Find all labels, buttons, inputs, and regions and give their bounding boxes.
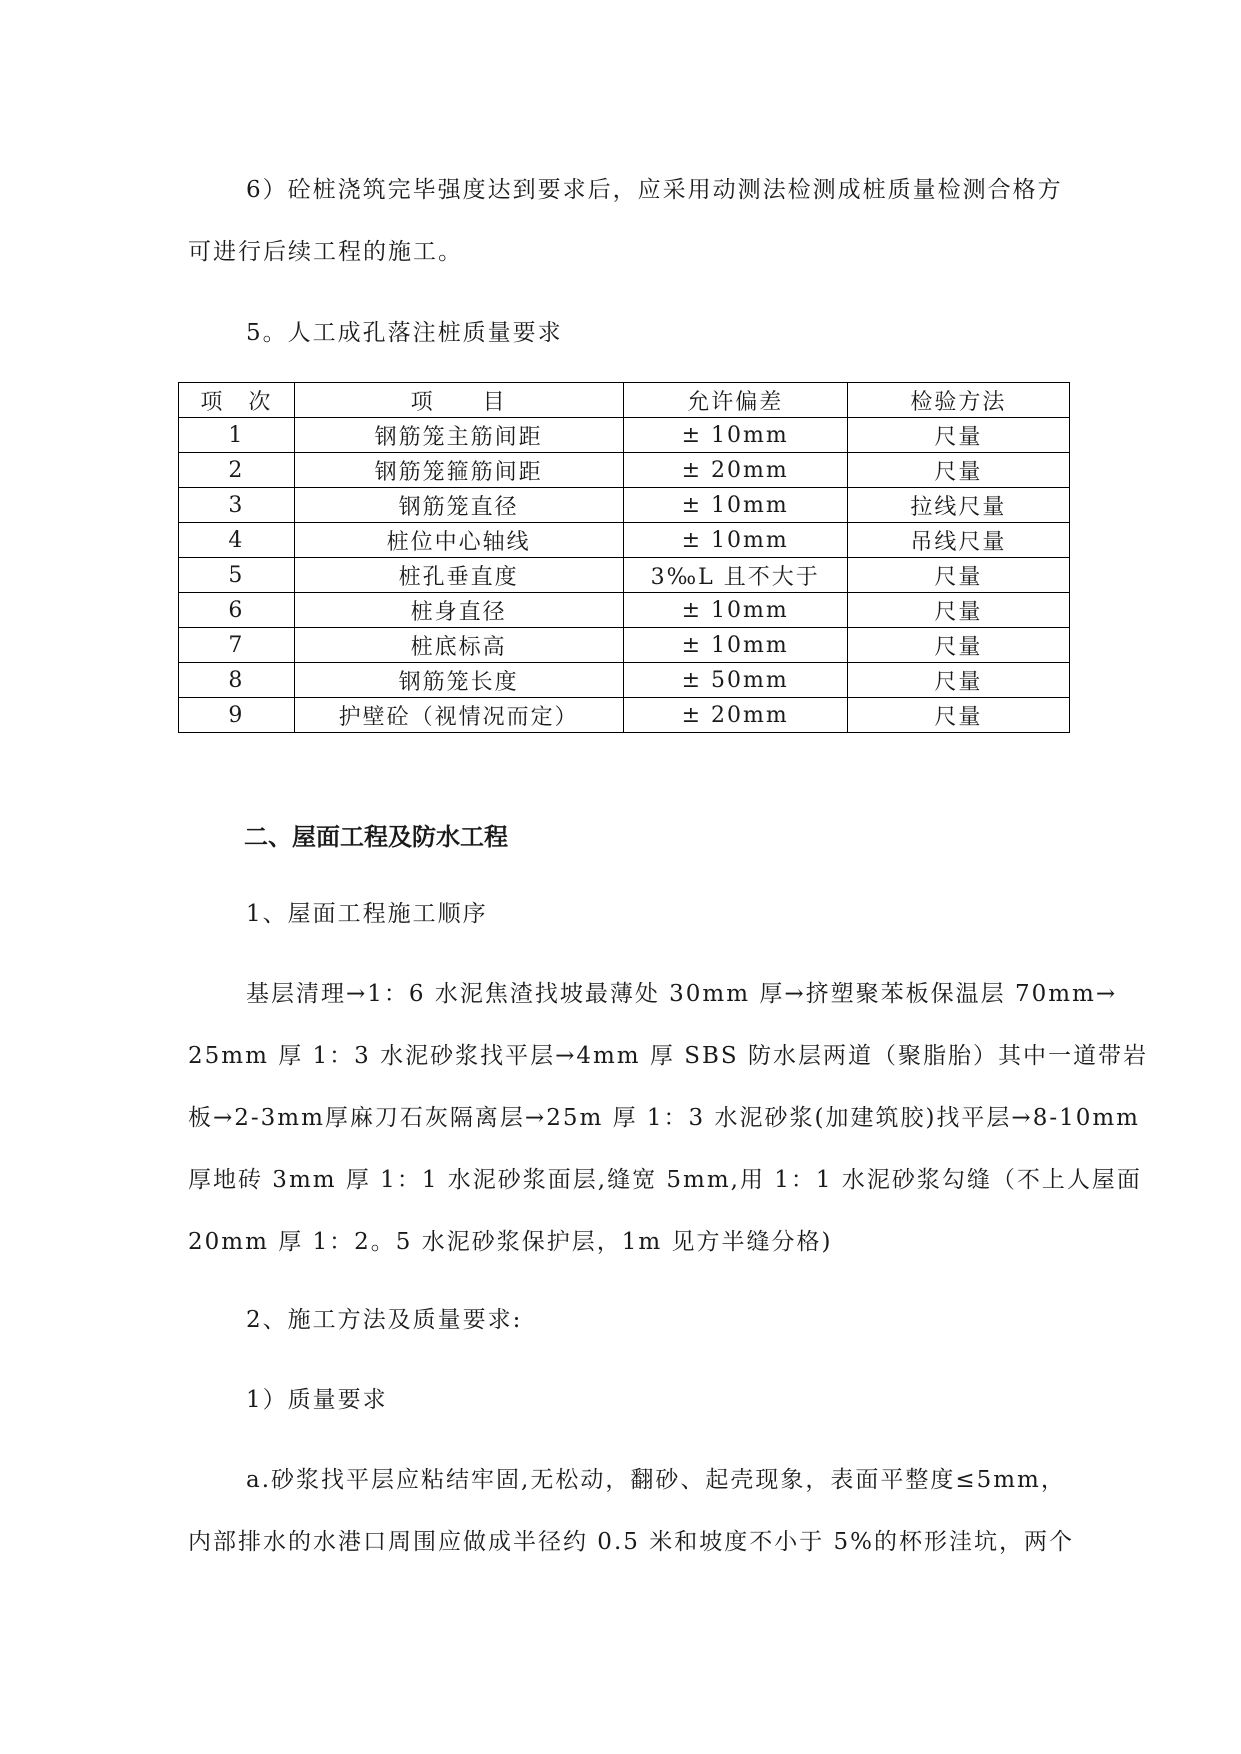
table-row — [179, 488, 1070, 523]
cell-no: 7 — [179, 628, 295, 663]
paragraph-line: 可进行后续工程的施工。 — [188, 239, 463, 265]
cell-item: 护壁砼（视情况而定） — [294, 698, 623, 733]
cell-item: 钢筋笼箍筋间距 — [294, 453, 623, 488]
subheading-roof-sequence: 1、屋面工程施工顺序 — [246, 901, 488, 927]
header-item: 项 目 — [294, 383, 623, 418]
cell-item: 桩身直径 — [294, 593, 623, 628]
table-row — [179, 453, 1070, 488]
cell-no: 6 — [179, 593, 295, 628]
cell-tolerance: 3‰L 且不大于 — [623, 558, 847, 593]
cell-item: 桩位中心轴线 — [294, 523, 623, 558]
cell-tolerance: ± 10mm — [623, 593, 847, 628]
cell-item: 钢筋笼直径 — [294, 488, 623, 523]
paragraph-line: 内部排水的水港口周围应做成半径约 0.5 米和坡度不小于 5%的杯形洼坑，两个 — [188, 1529, 1074, 1555]
cell-method: 尺量 — [847, 593, 1069, 628]
cell-method: 吊线尺量 — [847, 523, 1069, 558]
table-caption: 5。人工成孔落注桩质量要求 — [246, 320, 563, 346]
header-tolerance: 允许偏差 — [623, 383, 847, 418]
cell-item: 钢筋笼长度 — [294, 663, 623, 698]
cell-method: 尺量 — [847, 453, 1069, 488]
subheading-methods: 2、施工方法及质量要求: — [246, 1307, 523, 1333]
section-heading: 二、屋面工程及防水工程 — [244, 823, 508, 851]
cell-method: 尺量 — [847, 418, 1069, 453]
paragraph-line: 厚地砖 3mm 厚 1：1 水泥砂浆面层,缝宽 5mm,用 1：1 水泥砂浆勾缝（不上人屋面 — [188, 1167, 1142, 1193]
cell-tolerance: ± 10mm — [623, 523, 847, 558]
cell-tolerance: ± 50mm — [623, 663, 847, 698]
table-row — [179, 418, 1070, 453]
paragraph-line: 基层清理→1：6 水泥焦渣找坡最薄处 30mm 厚→挤塑聚苯板保温层 70mm→ — [246, 981, 1118, 1007]
cell-item: 桩孔垂直度 — [294, 558, 623, 593]
cell-no: 1 — [179, 418, 295, 453]
cell-item: 钢筋笼主筋间距 — [294, 418, 623, 453]
cell-tolerance: ± 10mm — [623, 488, 847, 523]
cell-tolerance: ± 20mm — [623, 698, 847, 733]
cell-tolerance: ± 10mm — [623, 418, 847, 453]
cell-no: 8 — [179, 663, 295, 698]
paragraph-line: 板→2-3mm厚麻刀石灰隔离层→25m 厚 1：3 水泥砂浆(加建筑胶)找平层→8-10mm — [188, 1105, 1140, 1131]
cell-no: 3 — [179, 488, 295, 523]
cell-no: 4 — [179, 523, 295, 558]
cell-no: 9 — [179, 698, 295, 733]
header-method: 检验方法 — [847, 383, 1069, 418]
table-row — [179, 523, 1070, 558]
paragraph-line: a.砂浆找平层应粘结牢固,无松动，翻砂、起壳现象，表面平整度≤5mm， — [246, 1467, 1066, 1493]
cell-method: 尺量 — [847, 558, 1069, 593]
table-row — [179, 698, 1070, 733]
table-row — [179, 628, 1070, 663]
table-header-row — [179, 383, 1070, 418]
subheading-quality: 1）质量要求 — [246, 1387, 388, 1413]
cell-method: 拉线尺量 — [847, 488, 1069, 523]
cell-tolerance: ± 10mm — [623, 628, 847, 663]
table-row — [179, 558, 1070, 593]
header-item-no: 项 次 — [179, 383, 295, 418]
cell-method: 尺量 — [847, 628, 1069, 663]
paragraph-line: 6）砼桩浇筑完毕强度达到要求后，应采用动测法检测成桩质量检测合格方 — [246, 177, 1063, 203]
table-row — [179, 663, 1070, 698]
cell-method: 尺量 — [847, 698, 1069, 733]
cell-tolerance: ± 20mm — [623, 453, 847, 488]
table-row — [179, 593, 1070, 628]
paragraph-line: 20mm 厚 1：2。5 水泥砂浆保护层，1m 见方半缝分格) — [188, 1229, 833, 1255]
quality-table — [178, 382, 1070, 733]
cell-item: 桩底标高 — [294, 628, 623, 663]
cell-no: 5 — [179, 558, 295, 593]
cell-no: 2 — [179, 453, 295, 488]
paragraph-line: 25mm 厚 1：3 水泥砂浆找平层→4mm 厚 SBS 防水层两道（聚脂胎）其中一道带岩 — [188, 1043, 1148, 1069]
cell-method: 尺量 — [847, 663, 1069, 698]
